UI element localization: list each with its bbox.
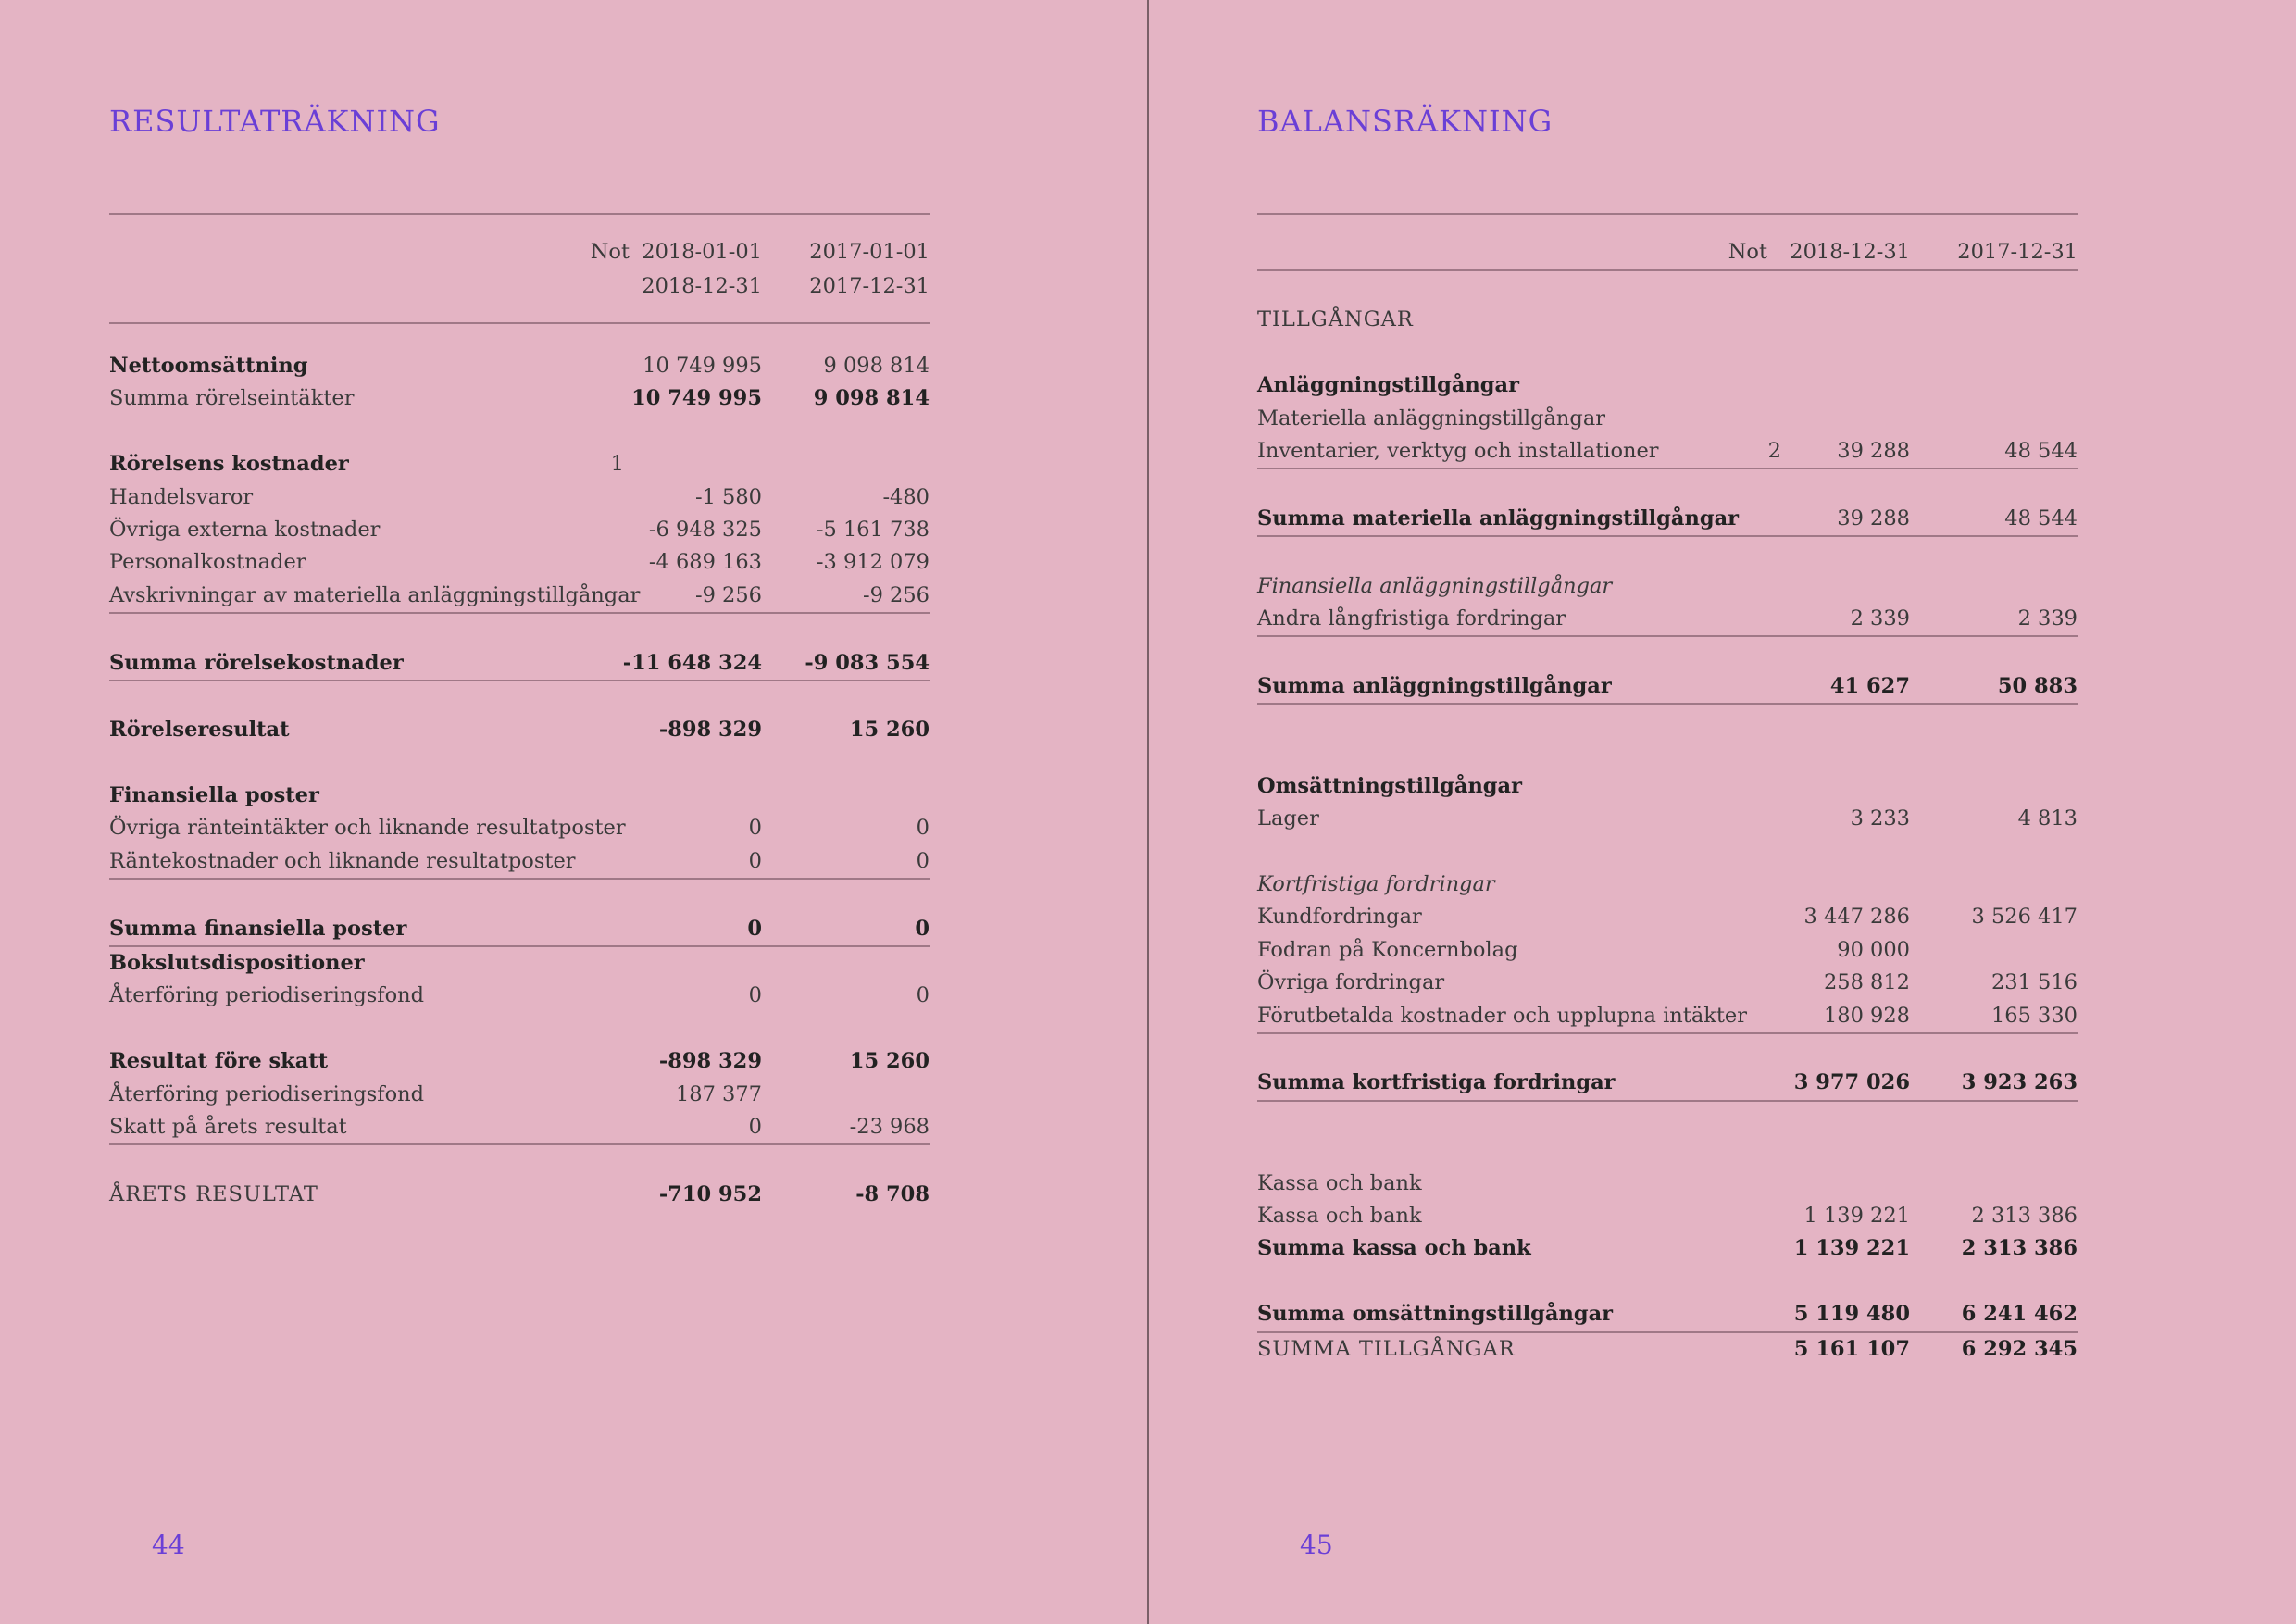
table-row [1257,435,2078,469]
row-label: Summa anläggningstillgångar [1257,673,1612,698]
row-note: 2 [1767,438,1781,463]
row-value-current: 0 [748,983,762,1008]
table-row [1257,770,2078,803]
balance-sheet-rows [1257,271,2078,1366]
page-number-left: 44 [152,1530,185,1560]
table-row [109,1045,930,1078]
table-row [1257,967,2078,999]
row-value-current: 3 977 026 [1793,1070,1910,1095]
table-row [1257,803,2078,835]
page-title-income-statement: RESULTATRÄKNING [109,104,441,139]
table-row [1257,1168,2078,1200]
table-row [109,382,930,415]
row-label: Resultat före skatt [109,1049,329,1074]
row-value-current: -6 948 325 [648,517,762,542]
row-label: Handelsvaror [109,484,254,509]
table-row [109,714,930,746]
table-row [109,947,930,980]
row-value-previous: 2 339 [2017,606,2078,631]
table-row [1257,670,2078,705]
income-statement-rows [109,350,930,1211]
row-value-current: 39 288 [1837,506,1910,531]
spacer [109,681,930,714]
row-value-previous: 0 [916,848,930,873]
table-row [109,481,930,514]
table-row [1257,603,2078,637]
row-label: Materiella anläggningstillgångar [1257,406,1605,431]
row-value-current: -1 580 [694,484,762,509]
row-value-current: 3 233 [1850,806,1910,831]
row-label: Summa materiella anläggningstillgångar [1257,506,1740,531]
table-row [109,448,930,481]
row-value-previous: 2 313 386 [1961,1236,2078,1261]
table-row [1257,369,2078,402]
balance-sheet-table [1257,213,2078,1366]
row-value-previous: 4 813 [2017,806,2078,831]
row-value-current: 10 749 995 [631,386,762,411]
spacer [1257,637,2078,669]
row-value-previous: 0 [916,816,930,841]
row-label: Räntekostnader och liknande resultatposter [109,848,576,873]
row-value-current: 0 [748,848,762,873]
row-value-previous: -9 083 554 [805,650,930,675]
row-value-current: 0 [748,816,762,841]
row-value-previous: -3 912 079 [816,550,930,575]
page-title-balance-sheet: BALANSRÄKNING [1257,104,1554,139]
row-value-previous: 165 330 [1990,1003,2078,1028]
row-label: Återföring periodiseringsfond [109,1081,425,1106]
spacer [109,416,930,448]
row-label: Övriga ränteintäkter och liknande resultatposter [109,816,626,841]
spacer [1257,337,2078,369]
header-not: Not [1728,240,1767,264]
table-row [109,845,930,880]
table-row [1257,403,2078,435]
row-value-previous: -23 968 [849,1114,930,1139]
row-label: Avskrivningar av materiella anläggningstillgångar [109,582,641,607]
header-col2-start: 2017-01-01 [809,240,930,264]
row-label: Bokslutsdispositioner [109,951,365,976]
income-statement-table [109,213,930,1211]
spacer [109,1145,930,1178]
row-label: Kassa och bank [1257,1170,1422,1195]
table-row [109,1179,930,1211]
row-value-current: 39 288 [1837,438,1910,463]
table-row [1257,934,2078,967]
header-not: Not [590,240,630,264]
row-value-previous: 9 098 814 [813,386,930,411]
row-label: Rörelseresultat [109,718,290,743]
table-row [109,647,930,681]
row-label: Nettoomsättning [109,354,308,378]
spacer [1257,469,2078,502]
table-row [109,913,930,947]
row-value-current: 90 000 [1837,937,1910,962]
row-value-current: 258 812 [1823,970,1910,995]
spacer [1257,705,2078,737]
row-value-current: 5 119 480 [1793,1302,1910,1327]
row-label: Fodran på Koncernbolag [1257,937,1518,962]
row-label: Finansiella anläggningstillgångar [1257,573,1613,598]
row-value-previous: -480 [882,484,930,509]
header-col1-end: 2018-12-31 [642,274,762,298]
spacer [1257,1134,2078,1167]
page-right [1148,0,2296,1624]
row-label: Anläggningstillgångar [1257,373,1519,398]
spacer [1257,1102,2078,1134]
table-row [109,1111,930,1145]
table-header-row-1 [109,235,930,269]
row-value-current: 180 928 [1823,1003,1910,1028]
row-value-current: -898 329 [658,1049,762,1074]
table-row [109,546,930,579]
row-value-previous: 2 313 386 [1971,1203,2078,1228]
row-label: Övriga fordringar [1257,970,1445,995]
row-value-current: 0 [747,916,762,941]
spacer [1257,737,2078,769]
row-label: Summa rörelseintäkter [109,386,355,411]
row-label: Lager [1257,806,1319,831]
spacer [1257,836,2078,868]
row-label: ÅRETS RESULTAT [109,1181,318,1206]
table-row [1257,304,2078,336]
row-value-previous: 3 526 417 [1971,905,2078,930]
table-row [1257,1298,2078,1332]
spacer [109,614,930,646]
table-row [1257,1333,2078,1366]
spacer [109,880,930,912]
row-label: Kortfristiga fordringar [1257,872,1495,897]
row-value-previous: 6 292 345 [1961,1336,2078,1361]
row-value-previous: 231 516 [1990,970,2078,995]
row-value-current: -4 689 163 [648,550,762,575]
row-label: Inventarier, verktyg och installationer [1257,438,1659,463]
row-value-current: 187 377 [675,1081,762,1106]
table-row [109,350,930,382]
row-label: Kassa och bank [1257,1203,1422,1228]
table-row [109,812,930,844]
row-value-current: 41 627 [1829,673,1910,698]
spacer [109,747,930,780]
header-top-rule [109,213,930,215]
table-row [1257,1232,2078,1265]
row-value-current: 2 339 [1850,606,1910,631]
header-top-rule [1257,213,2078,215]
row-label: Rörelsens kostnader [109,452,349,477]
table-row [1257,570,2078,603]
row-label: Personalkostnader [109,550,306,575]
header-col2: 2017-12-31 [1957,240,2078,264]
spacer [1257,271,2078,304]
row-value-current: -710 952 [658,1181,762,1206]
header-col2-end: 2017-12-31 [809,274,930,298]
row-label: Summa kassa och bank [1257,1236,1531,1261]
table-row [109,980,930,1012]
row-value-previous: 15 260 [849,1049,930,1074]
table-header-row-2 [109,269,930,304]
spacer [109,1013,930,1045]
row-value-current: -11 648 324 [622,650,762,675]
spacer [1257,1266,2078,1298]
row-value-current: 3 447 286 [1803,905,1910,930]
table-row [109,580,930,614]
row-value-current: 10 749 995 [643,354,762,378]
row-label: Summa omsättningstillgångar [1257,1302,1614,1327]
row-label: Summa finansiella poster [109,916,407,941]
table-row [109,514,930,546]
table-row [1257,503,2078,537]
row-value-current: 5 161 107 [1793,1336,1910,1361]
row-value-previous: 9 098 814 [823,354,930,378]
table-row [1257,868,2078,901]
table-row [1257,901,2078,933]
row-label: Återföring periodiseringsfond [109,983,425,1008]
row-label: TILLGÅNGAR [1257,307,1414,332]
row-value-current: 1 139 221 [1803,1203,1910,1228]
row-label: Skatt på årets resultat [109,1114,347,1139]
row-value-previous: -8 708 [855,1181,930,1206]
row-label: SUMMA TILLGÅNGAR [1257,1336,1516,1361]
page-number-right: 45 [1300,1530,1333,1560]
row-value-previous: 3 923 263 [1961,1070,2078,1095]
header-col1-start: 2018-01-01 [642,240,762,264]
row-value-previous: -9 256 [862,582,930,607]
row-label: Finansiella poster [109,783,319,808]
row-label: Kundfordringar [1257,905,1422,930]
header-col1: 2018-12-31 [1790,240,1910,264]
row-value-previous: 48 544 [2004,438,2078,463]
row-value-current: 0 [748,1114,762,1139]
header-bottom-rule [109,322,930,324]
row-value-previous: 50 883 [1997,673,2078,698]
table-row [1257,1000,2078,1034]
row-value-current: -898 329 [658,718,762,743]
row-value-current: 1 139 221 [1793,1236,1910,1261]
row-value-previous: -5 161 738 [816,517,930,542]
row-label: Omsättningstillgångar [1257,773,1522,798]
row-note: 1 [610,452,624,477]
row-label: Summa rörelsekostnader [109,650,404,675]
row-label: Andra långfristiga fordringar [1257,606,1566,631]
row-label: Övriga externa kostnader [109,517,381,542]
spacer [1257,1034,2078,1067]
table-row [109,1079,930,1111]
row-value-previous: 15 260 [849,718,930,743]
row-label: Förutbetalda kostnader och upplupna intäkter [1257,1003,1747,1028]
row-value-previous: 0 [915,916,930,941]
table-row [109,780,930,812]
table-header-row [1257,235,2078,269]
row-value-current: -9 256 [694,582,762,607]
row-label: Summa kortfristiga fordringar [1257,1070,1616,1095]
table-row [1257,1200,2078,1232]
row-value-previous: 48 544 [2004,506,2078,531]
row-value-previous: 0 [916,983,930,1008]
spacer [1257,537,2078,569]
table-row [1257,1067,2078,1101]
row-value-previous: 6 241 462 [1961,1302,2078,1327]
